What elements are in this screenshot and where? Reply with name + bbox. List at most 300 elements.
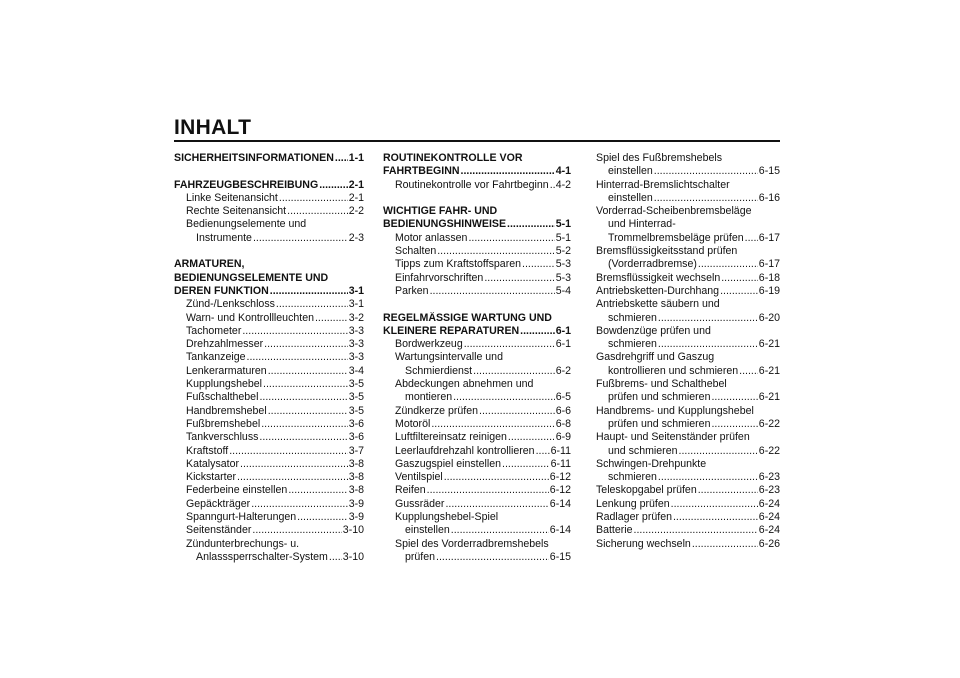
toc-entry[interactable] <box>383 272 571 285</box>
toc-page-number: 6-24 <box>758 524 780 537</box>
toc-dot-leader <box>479 405 555 418</box>
toc-entry <box>596 152 780 165</box>
toc-dot-leader <box>240 458 348 471</box>
toc-dot-leader <box>288 484 347 497</box>
toc-entry[interactable] <box>596 338 780 351</box>
toc-page-number: 1-1 <box>348 152 364 164</box>
toc-page-number: 6-21 <box>758 338 780 351</box>
toc-entry-label: Zünd-/Lenkschloss <box>186 298 275 311</box>
toc-dot-leader <box>508 431 555 444</box>
toc-section-heading <box>383 152 571 165</box>
toc-page-number: 3-6 <box>348 417 364 430</box>
toc-entry-label: WICHTIGE FAHR- UND <box>383 205 498 218</box>
toc-dot-leader <box>436 551 549 564</box>
toc-entry[interactable] <box>383 405 571 418</box>
toc-entry-label: Handbremshebel <box>186 404 267 417</box>
toc-dot-leader <box>745 232 758 245</box>
toc-dot-leader <box>634 524 758 537</box>
toc-entry-label: Batterie <box>596 524 633 537</box>
toc-section-heading[interactable] <box>174 285 364 298</box>
toc-page-number: 5-4 <box>555 284 571 297</box>
toc-section-heading[interactable] <box>174 179 364 192</box>
toc-column-2 <box>383 152 571 564</box>
toc-entry-label: schmieren <box>608 311 657 324</box>
toc-section-heading <box>174 258 364 271</box>
toc-entry-label: Kupplungshebel <box>186 378 262 391</box>
toc-page-number: 3-5 <box>348 391 364 404</box>
toc-entry <box>596 245 780 258</box>
toc-page-number: 6-12 <box>549 471 571 484</box>
toc-dot-leader <box>229 445 347 458</box>
toc-entry[interactable] <box>174 338 364 351</box>
toc-page-number: 3-3 <box>348 338 364 351</box>
toc-entry[interactable] <box>383 338 571 351</box>
toc-entry-label: Handbrems- und Kupplungshebel <box>596 404 754 417</box>
toc-page-number: 4-1 <box>555 165 571 178</box>
toc-entry[interactable] <box>383 498 571 511</box>
toc-page-number: 4-2 <box>555 178 571 191</box>
toc-page-number: 5-3 <box>555 258 571 271</box>
toc-dot-leader <box>335 152 348 165</box>
toc-entry[interactable] <box>383 551 571 564</box>
toc-dot-leader <box>473 365 555 378</box>
toc-entry[interactable] <box>174 391 364 404</box>
toc-page-number: 2-2 <box>348 205 364 218</box>
toc-entry <box>174 218 364 231</box>
toc-entry <box>596 405 780 418</box>
toc-entry[interactable] <box>383 524 571 537</box>
toc-page-number: 3-5 <box>348 404 364 417</box>
toc-dot-leader <box>247 351 348 364</box>
toc-entry[interactable] <box>174 498 364 511</box>
toc-entry[interactable] <box>174 351 364 364</box>
toc-entry[interactable] <box>174 365 364 378</box>
toc-dot-leader <box>502 458 550 471</box>
toc-entry-label: Hinterrad-Bremslichtschalter <box>596 178 730 191</box>
toc-entry-label: Kraftstoff <box>186 444 229 457</box>
toc-entry[interactable] <box>174 431 364 444</box>
toc-section-heading <box>383 312 571 325</box>
toc-entry-label: schmieren <box>608 471 657 484</box>
toc-page-number: 6-20 <box>758 311 780 324</box>
toc-page-number: 3-2 <box>348 311 364 324</box>
toc-entry-label: Drehzahlmesser <box>186 338 264 351</box>
toc-page-number: 6-16 <box>758 191 780 204</box>
toc-entry <box>383 378 571 391</box>
toc-page-number: 3-10 <box>342 524 364 537</box>
toc-entry-label: Fußbrems- und Schalthebel <box>596 378 727 391</box>
toc-entry-label: und schmieren <box>608 444 678 457</box>
toc-dot-leader <box>658 312 758 325</box>
toc-entry[interactable] <box>174 458 364 471</box>
toc-entry-label: Gasdrehgriff und Gaszug <box>596 351 715 364</box>
toc-entry-label: Radlager prüfen <box>596 511 672 524</box>
toc-entry-label: Fußschalthebel <box>186 391 259 404</box>
toc-dot-leader <box>484 272 554 285</box>
toc-dot-leader <box>445 498 548 511</box>
toc-dot-leader <box>520 325 555 338</box>
toc-entry[interactable] <box>383 471 571 484</box>
toc-entry <box>383 511 571 524</box>
toc-entry-label: Rechte Seitenansicht <box>186 205 287 218</box>
toc-page-number: 3-1 <box>348 284 364 297</box>
toc-page-number: 3-1 <box>348 298 364 311</box>
toc-entry-label: Tankverschluss <box>186 431 259 444</box>
toc-entry-label: prüfen <box>405 550 436 563</box>
toc-dot-leader <box>251 498 348 511</box>
toc-entry[interactable] <box>596 272 780 285</box>
toc-page-number: 6-24 <box>758 511 780 524</box>
toc-page-number: 6-14 <box>549 497 571 510</box>
toc-page-number: 6-19 <box>758 284 780 297</box>
toc-entry[interactable] <box>174 312 364 325</box>
toc-entry-label: Luftfiltereinsatz reinigen <box>395 431 507 444</box>
toc-dot-leader <box>297 511 348 524</box>
toc-dot-leader <box>253 232 348 245</box>
toc-page-number: 6-2 <box>555 364 571 377</box>
toc-dot-leader <box>698 484 758 497</box>
toc-entry <box>596 218 780 231</box>
toc-page-number: 3-10 <box>342 550 364 563</box>
toc-entry-label: Spanngurt-Halterungen <box>186 511 297 524</box>
toc-entry-label: ARMATUREN, <box>174 258 245 271</box>
toc-entry-label: Kickstarter <box>186 471 237 484</box>
toc-entry-label: Federbeine einstellen <box>186 484 288 497</box>
toc-entry[interactable] <box>174 192 364 205</box>
toc-entry[interactable] <box>383 232 571 245</box>
toc-dot-leader <box>453 391 555 404</box>
toc-entry <box>596 298 780 311</box>
toc-column-1 <box>174 152 364 564</box>
toc-dot-leader <box>658 338 758 351</box>
toc-entry-label: Lenkerarmaturen <box>186 364 267 377</box>
toc-dot-leader <box>261 418 348 431</box>
toc-entry[interactable] <box>596 484 780 497</box>
toc-page-number: 6-22 <box>758 444 780 457</box>
toc-dot-leader <box>252 524 341 537</box>
toc-entry-label: Katalysator <box>186 457 239 470</box>
toc-entry-label: Zündkerze prüfen <box>395 404 479 417</box>
toc-entry[interactable] <box>174 325 364 338</box>
toc-entry-label: Schalten <box>395 245 437 258</box>
toc-entry <box>596 458 780 471</box>
toc-entry[interactable] <box>383 285 571 298</box>
toc-page-number: 5-2 <box>555 245 571 258</box>
toc-entry[interactable] <box>596 232 780 245</box>
toc-entry[interactable] <box>383 245 571 258</box>
toc-dot-leader <box>679 445 758 458</box>
toc-entry[interactable] <box>596 524 780 537</box>
toc-entry-label: Sicherung wechseln <box>596 537 691 550</box>
toc-page-number: 2-3 <box>348 231 364 244</box>
toc-entry-label: FAHRTBEGINN <box>383 165 460 178</box>
toc-entry-label: Ventilspiel <box>395 471 443 484</box>
toc-entry[interactable] <box>174 418 364 431</box>
toc-page-number: 3-7 <box>348 444 364 457</box>
toc-dot-leader <box>536 445 550 458</box>
toc-entry-label: Teleskopgabel prüfen <box>596 484 697 497</box>
toc-entry <box>174 538 364 551</box>
toc-entry-label: prüfen und schmieren <box>608 391 711 404</box>
toc-dot-leader <box>444 471 549 484</box>
toc-entry-label: Kupplungshebel-Spiel <box>395 511 499 524</box>
toc-entry[interactable] <box>383 458 571 471</box>
toc-spacer <box>383 192 571 205</box>
toc-page-number: 3-6 <box>348 431 364 444</box>
toc-dot-leader <box>711 391 757 404</box>
toc-entry[interactable] <box>596 192 780 205</box>
toc-page-number: 6-23 <box>758 484 780 497</box>
toc-dot-leader <box>451 524 549 537</box>
title-divider <box>174 140 780 142</box>
toc-entry[interactable] <box>174 484 364 497</box>
toc-spacer <box>174 245 364 258</box>
toc-entry-label: KLEINERE REPARATUREN <box>383 324 520 337</box>
toc-page-number: 6-6 <box>555 404 571 417</box>
toc-page-number: 6-17 <box>758 231 780 244</box>
toc-dot-leader <box>263 378 348 391</box>
toc-entry[interactable] <box>383 258 571 271</box>
toc-entry-label: ROUTINEKONTROLLE VOR <box>383 152 523 164</box>
toc-entry[interactable] <box>383 418 571 431</box>
toc-entry-label: Anlasssperrschalter-System <box>196 550 328 563</box>
toc-entry-label: Seitenständer <box>186 524 252 537</box>
toc-entry-label: Schmierdienst <box>405 364 473 377</box>
toc-entry-label: Gussräder <box>395 497 445 510</box>
toc-dot-leader <box>692 538 758 551</box>
toc-dot-leader <box>464 338 555 351</box>
toc-entry-label: Linke Seitenansicht <box>186 191 278 204</box>
toc-entry-label: Gepäckträger <box>186 497 251 510</box>
toc-entry-label: Bordwerkzeug <box>395 338 463 351</box>
toc-dot-leader <box>237 471 348 484</box>
toc-entry[interactable] <box>174 205 364 218</box>
toc-dot-leader <box>654 192 758 205</box>
toc-entry <box>383 351 571 364</box>
toc-entry <box>596 431 780 444</box>
toc-entry-label: montieren <box>405 391 453 404</box>
toc-page-number: 6-15 <box>758 165 780 178</box>
toc-column-3 <box>596 152 780 551</box>
toc-entry[interactable] <box>596 498 780 511</box>
toc-page-number: 6-23 <box>758 471 780 484</box>
toc-page-number: 6-22 <box>758 417 780 430</box>
toc-entry[interactable] <box>596 165 780 178</box>
toc-entry-label: Tipps zum Kraftstoffsparen <box>395 258 522 271</box>
toc-entry-label: DEREN FUNKTION <box>174 284 269 297</box>
toc-entry-label: und Hinterrad- <box>608 218 676 231</box>
toc-page-number: 3-3 <box>348 324 364 337</box>
toc-page-number: 6-5 <box>555 391 571 404</box>
toc-dot-leader <box>721 272 758 285</box>
toc-entry[interactable] <box>174 405 364 418</box>
toc-dot-leader <box>711 418 757 431</box>
toc-page-number: 3-4 <box>348 364 364 377</box>
toc-entry[interactable] <box>174 524 364 537</box>
toc-page-number: 3-3 <box>348 351 364 364</box>
toc-dot-leader <box>720 285 758 298</box>
toc-entry[interactable] <box>174 445 364 458</box>
toc-entry-label: REGELMÄSSIGE WARTUNG UND <box>383 311 552 324</box>
toc-entry[interactable] <box>596 511 780 524</box>
toc-entry[interactable] <box>596 258 780 271</box>
toc-dot-leader <box>654 165 758 178</box>
toc-entry <box>383 538 571 551</box>
toc-dot-leader <box>461 165 555 178</box>
toc-page-number: 3-9 <box>348 511 364 524</box>
toc-page-number: 6-21 <box>758 391 780 404</box>
toc-entry-label: (Vorderradbremse) <box>608 258 697 271</box>
toc-dot-leader <box>270 285 348 298</box>
toc-entry-label: Haupt- und Seitenständer prüfen <box>596 431 750 444</box>
toc-entry-label: Routinekontrolle vor Fahrtbeginn <box>395 178 549 191</box>
toc-page-number: 2-1 <box>348 191 364 204</box>
toc-dot-leader <box>522 258 555 271</box>
toc-entry-label: Antriebsketten-Durchhang <box>596 284 720 297</box>
toc-dot-leader <box>279 192 348 205</box>
toc-entry-label: prüfen und schmieren <box>608 417 711 430</box>
toc-entry-label: BEDIENUNGSELEMENTE UND <box>174 271 329 284</box>
toc-dot-leader <box>437 245 554 258</box>
toc-entry <box>596 325 780 338</box>
toc-entry[interactable] <box>174 551 364 564</box>
toc-entry[interactable] <box>174 471 364 484</box>
toc-page-number: 6-11 <box>550 457 571 470</box>
toc-dot-leader <box>315 312 348 325</box>
toc-dot-leader <box>658 471 758 484</box>
toc-dot-leader <box>276 298 348 311</box>
toc-entry[interactable] <box>596 391 780 404</box>
toc-page-number: 6-8 <box>555 417 571 430</box>
toc-entry-label: Trommelbremsbeläge prüfen <box>608 231 744 244</box>
toc-section-heading <box>383 205 571 218</box>
toc-entry-label: Lenkung prüfen <box>596 497 670 510</box>
toc-dot-leader <box>259 391 347 404</box>
toc-spacer <box>174 165 364 178</box>
toc-section-heading[interactable] <box>174 152 364 165</box>
toc-entry <box>596 205 780 218</box>
toc-entry[interactable] <box>596 538 780 551</box>
toc-entry-label: einstellen <box>608 165 653 178</box>
toc-page-number: 2-1 <box>348 178 364 191</box>
toc-page-number: 3-5 <box>348 378 364 391</box>
toc-entry-label: Instrumente <box>196 231 252 244</box>
toc-entry[interactable] <box>383 445 571 458</box>
toc-entry[interactable] <box>174 378 364 391</box>
toc-entry-label: Tankanzeige <box>186 351 246 364</box>
toc-entry-label: Bowdenzüge prüfen und <box>596 324 711 337</box>
toc-page-number: 6-21 <box>758 364 780 377</box>
toc-dot-leader <box>671 498 758 511</box>
toc-entry-label: Schwingen-Drehpunkte <box>596 457 707 470</box>
toc-entry-label: Parken <box>395 284 429 297</box>
toc-entry-label: BEDIENUNGSHINWEISE <box>383 218 507 231</box>
toc-entry[interactable] <box>383 484 571 497</box>
toc-entry <box>596 351 780 364</box>
toc-page-number: 6-18 <box>758 271 780 284</box>
toc-page-number: 5-1 <box>555 231 571 244</box>
toc-dot-leader <box>468 232 554 245</box>
toc-dot-leader <box>507 218 555 231</box>
toc-entry[interactable] <box>383 365 571 378</box>
toc-entry[interactable] <box>596 285 780 298</box>
toc-entry[interactable] <box>596 471 780 484</box>
toc-entry[interactable] <box>383 179 571 192</box>
toc-entry-label: Zündunterbrechungs- u. <box>186 537 300 550</box>
toc-dot-leader <box>698 258 758 271</box>
page-title: INHALT <box>174 116 252 139</box>
toc-entry-label: einstellen <box>608 191 653 204</box>
toc-entry[interactable] <box>174 232 364 245</box>
toc-page-number: 6-14 <box>549 524 571 537</box>
toc-entry-label: Reifen <box>395 484 426 497</box>
toc-entry-label: Spiel des Vorderradbremshebels <box>395 537 549 550</box>
toc-dot-leader <box>431 418 554 431</box>
toc-dot-leader <box>287 205 348 218</box>
toc-page-number: 6-1 <box>555 324 571 337</box>
toc-page-number: 5-3 <box>555 271 571 284</box>
toc-entry[interactable] <box>596 312 780 325</box>
toc-section-heading[interactable] <box>383 165 571 178</box>
toc-entry-label: schmieren <box>608 338 657 351</box>
toc-page-number: 6-26 <box>758 537 780 550</box>
toc-entry[interactable] <box>174 511 364 524</box>
toc-entry-label: Gaszugspiel einstellen <box>395 457 501 470</box>
toc-entry-label: einstellen <box>405 524 450 537</box>
toc-entry[interactable] <box>383 391 571 404</box>
toc-entry-label: Abdeckungen abnehmen und <box>395 378 534 391</box>
toc-entry-label: Fußbremshebel <box>186 417 261 430</box>
toc-entry[interactable] <box>383 431 571 444</box>
toc-page-number: 3-9 <box>348 497 364 510</box>
toc-spacer <box>383 298 571 311</box>
toc-page-number: 6-17 <box>758 258 780 271</box>
toc-dot-leader <box>268 365 348 378</box>
toc-dot-leader <box>673 511 758 524</box>
toc-section-heading[interactable] <box>383 325 571 338</box>
toc-entry-label: Tachometer <box>186 324 242 337</box>
toc-page-number: 6-1 <box>555 338 571 351</box>
toc-entry-label: Leerlaufdrehzahl kontrollieren <box>395 444 535 457</box>
toc-page-number: 6-11 <box>550 444 571 457</box>
toc-entry-label: Bedienungselemente und <box>186 218 307 231</box>
toc-page-number: 5-1 <box>555 218 571 231</box>
toc-dot-leader <box>329 551 342 564</box>
toc-dot-leader <box>550 179 555 192</box>
toc-entry[interactable] <box>596 418 780 431</box>
toc-entry-label: FAHRZEUGBESCHREIBUNG <box>174 178 319 191</box>
toc-entry[interactable] <box>596 445 780 458</box>
toc-dot-leader <box>427 484 549 497</box>
toc-page-number: 6-24 <box>758 497 780 510</box>
toc-entry-label: Spiel des Fußbremshebels <box>596 152 723 164</box>
toc-entry[interactable] <box>174 298 364 311</box>
toc-entry-label: Bremsflüssigkeitsstand prüfen <box>596 245 738 258</box>
toc-entry-label: Warn- und Kontrollleuchten <box>186 311 314 324</box>
toc-section-heading <box>174 272 364 285</box>
toc-page-number: 3-8 <box>348 471 364 484</box>
toc-entry <box>596 179 780 192</box>
toc-entry[interactable] <box>596 365 780 378</box>
toc-entry-label: Wartungsintervalle und <box>395 351 503 364</box>
toc-entry-label: Vorderrad-Scheibenbremsbeläge <box>596 205 752 218</box>
toc-entry-label: SICHERHEITSINFORMATIONEN <box>174 152 334 164</box>
toc-entry-label: Bremsflüssigkeit wechseln <box>596 271 721 284</box>
toc-section-heading[interactable] <box>383 218 571 231</box>
toc-page-number: 3-8 <box>348 484 364 497</box>
toc-entry <box>596 378 780 391</box>
toc-dot-leader <box>319 179 347 192</box>
